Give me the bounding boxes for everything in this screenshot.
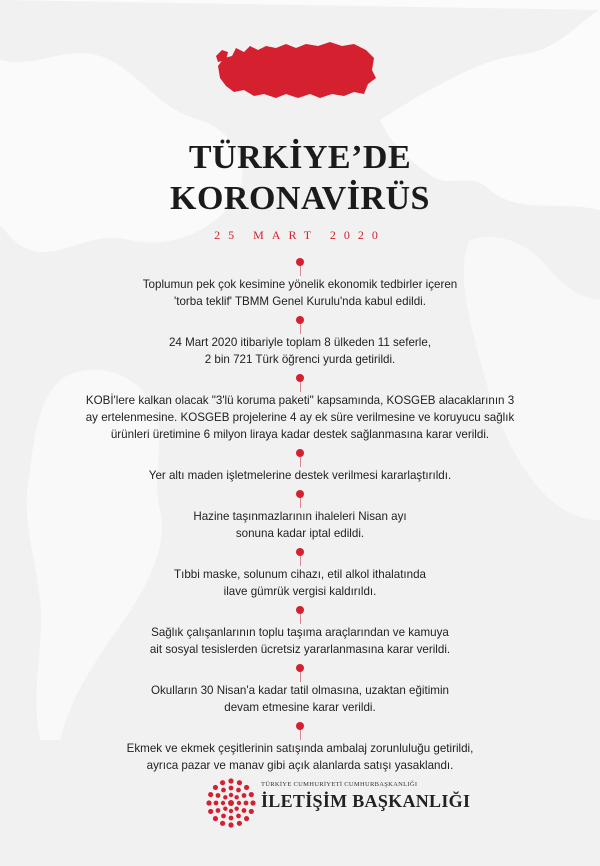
timeline-item-line: ait sosyal tesislerden ücretsiz yararlanmasına karar verildi. (149, 643, 451, 656)
emblem-dot (244, 801, 249, 806)
emblem-dot (249, 809, 254, 814)
emblem-dot (236, 788, 241, 793)
emblem-dot (216, 793, 221, 798)
timeline-connector (300, 730, 301, 740)
timeline-dot (296, 606, 304, 614)
timeline-item (0, 467, 600, 484)
emblem-dot (234, 795, 238, 799)
timeline-connector (300, 614, 301, 624)
timeline-item-line: Yer altı maden işletmelerine destek verilmesi kararlaştırıldı. (148, 469, 452, 482)
timeline-dot (296, 664, 304, 672)
emblem-dot (244, 816, 249, 821)
timeline-item-line: 2 bin 721 Türk öğrenci yurda getirildi. (204, 353, 396, 366)
timeline-item-line: sonuna kadar iptal edildi. (235, 527, 365, 540)
timeline-connector (300, 382, 301, 392)
emblem-dot (223, 795, 227, 799)
timeline-item-line: ürünleri üretimine 6 milyon liraya kadar destek sağlanmasına karar verildi. (110, 428, 490, 441)
timeline-item-line: ay ertelenmesine. KOSGEB projelerine 4 ay ek süre verilmesine ve koruyucu sağlık (85, 411, 515, 424)
timeline-dot (296, 490, 304, 498)
timeline-dot (296, 449, 304, 457)
timeline-connector (300, 672, 301, 682)
emblem-dot (208, 809, 213, 814)
timeline-item (0, 740, 600, 774)
emblem-dot (221, 788, 226, 793)
timeline-item-line: Toplumun pek çok kesimine yönelik ekonomik tedbirler içeren (142, 278, 458, 291)
timeline-connector (300, 556, 301, 566)
emblem-dot (208, 792, 213, 797)
timeline-item-line: devam etmesine karar verildi. (224, 701, 376, 714)
timeline-item-line: Sağlık çalışanlarının toplu taşıma araçlarından ve kamuya (151, 626, 449, 639)
turkey-map-icon (214, 36, 379, 102)
emblem-dot (237, 821, 242, 826)
emblem-icon (203, 775, 259, 831)
title-line-2: KORONAVİRÜS (170, 180, 430, 217)
timeline-connector (300, 457, 301, 467)
emblem-dot (229, 809, 233, 813)
emblem-dot (220, 780, 225, 785)
timeline-dot (296, 548, 304, 556)
emblem-dot (250, 800, 255, 805)
timeline-item (0, 276, 600, 310)
timeline-item-line: 24 Mart 2020 itibariyle toplam 8 ülkeden 11 seferle, (168, 336, 432, 349)
emblem-dot (236, 814, 241, 819)
emblem-dot (216, 808, 221, 813)
emblem-dot (242, 808, 247, 813)
timeline-connector (300, 266, 301, 276)
emblem-dot (244, 785, 249, 790)
timeline-connector (300, 324, 301, 334)
timeline-item (0, 566, 600, 600)
emblem-dot (237, 780, 242, 785)
title-line-1: TÜRKİYE’DE (188, 139, 412, 176)
timeline-item-line: 'torba teklif' TBMM Genel Kurulu'nda kabul edildi. (174, 295, 426, 308)
timeline-item (0, 508, 600, 542)
timeline-item-line: Tıbbi maske, solunum cihazı, etil alkol ithalatında (174, 568, 426, 581)
timeline-item-line: ayrıca pazar ve manav gibi açık alanlarda satışı yasaklandı. (146, 759, 454, 772)
timeline-item-line: Okulların 30 Nisan'a kadar tatil olmasına, uzaktan eğitimin (150, 684, 449, 697)
timeline-dot (296, 316, 304, 324)
emblem-dot (213, 785, 218, 790)
emblem-dot (228, 822, 233, 827)
emblem-dot (214, 801, 219, 806)
emblem-dot (229, 786, 234, 791)
timeline-dot (296, 374, 304, 382)
emblem-dot (221, 814, 226, 819)
timeline-item (0, 334, 600, 368)
timeline-item (0, 392, 600, 443)
emblem-dot (213, 816, 218, 821)
emblem-dot (249, 792, 254, 797)
page-title (0, 137, 600, 219)
timeline-dot (296, 722, 304, 730)
timeline-item (0, 624, 600, 658)
emblem-dot (228, 778, 233, 783)
timeline-item-line: Hazine taşınmazlarının ihaleleri Nisan ayı (193, 510, 407, 523)
timeline (0, 248, 600, 774)
emblem-dot (242, 793, 247, 798)
emblem-dot (229, 816, 234, 821)
timeline-item-line: KOBİ'lere kalkan olacak "3'lü koruma paketi" kapsamında, KOSGEB alacaklarının 3 (85, 394, 515, 407)
emblem-dot (206, 800, 211, 805)
logo-subtitle: TÜRKİYE CUMHURİYETİ CUMHURBAŞKANLIĞI (261, 781, 418, 788)
iletisim-logo (203, 775, 471, 835)
timeline-dot (296, 258, 304, 266)
timeline-item-line: ilave gümrük vergisi kaldırıldı. (223, 585, 377, 598)
emblem-dot (221, 801, 225, 805)
emblem-dot (229, 793, 233, 797)
emblem-dot (223, 806, 227, 810)
emblem-dot (234, 806, 238, 810)
timeline-item-line: Ekmek ve ekmek çeşitlerinin satışında ambalaj zorunluluğu getirildi, (126, 742, 474, 755)
emblem-dot (237, 801, 241, 805)
timeline-item (0, 682, 600, 716)
emblem-dot (220, 821, 225, 826)
emblem-center (228, 800, 234, 806)
date-label: 25 MART 2020 (214, 228, 386, 242)
timeline-connector (300, 498, 301, 508)
logo-name: İLETİŞİM BAŞKANLIĞI (261, 791, 471, 811)
